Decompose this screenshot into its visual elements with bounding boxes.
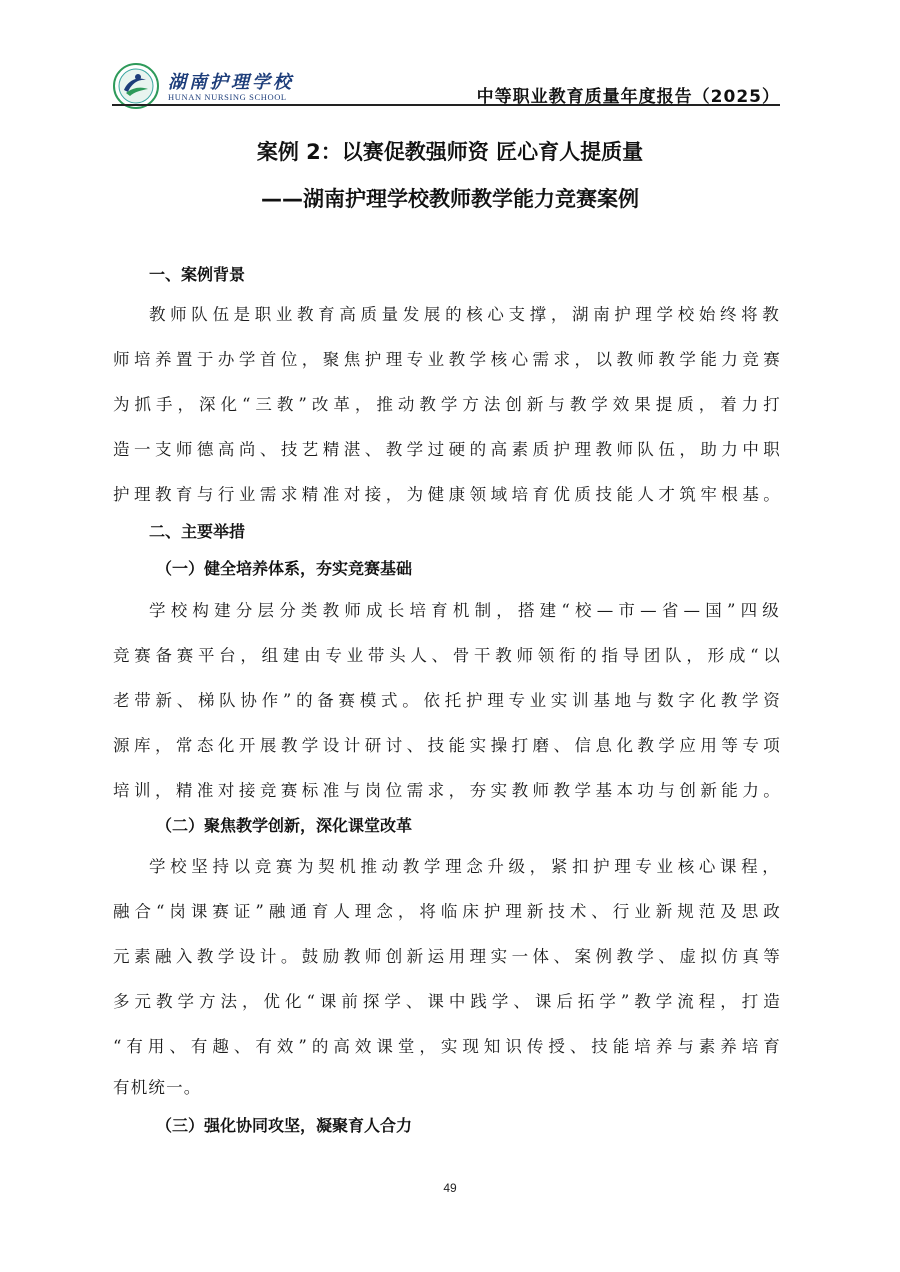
paragraph-line: 源库，常态化开展教学设计研讨、技能实操打磨、信息化教学应用等专项 — [113, 736, 781, 755]
paragraph-line: 学校构建分层分类教师成长培育机制，搭建“校—市—省—国”四级 — [149, 601, 780, 620]
page-header — [112, 58, 780, 106]
header-divider — [112, 104, 780, 106]
section-heading: 二、主要举措 — [149, 522, 246, 541]
paragraph-line: 老带新、梯队协作”的备赛模式。依托护理专业实训基地与数字化教学资 — [113, 691, 781, 710]
paragraph-line: 多元教学方法，优化“课前探学、课中践学、课后拓学”教学流程，打造 — [113, 992, 781, 1011]
case-title: 案例 2：以赛促教强师资 匠心育人提质量 — [256, 140, 644, 164]
school-name-en: HUNAN NURSING SCHOOL — [168, 92, 287, 102]
subsection-heading: （三）强化协同攻坚，凝聚育人合力 — [156, 1116, 413, 1135]
school-emblem-icon — [112, 62, 160, 110]
paragraph-line: 为抓手，深化“三教”改革，推动教学方法创新与教学效果提质，着力打 — [113, 395, 781, 414]
school-name-cn: 湖南护理学校 — [168, 72, 294, 93]
paragraph-line: 元素融入教学设计。鼓励教师创新运用理实一体、案例教学、虚拟仿真等 — [113, 947, 781, 966]
paragraph-line: 融合“岗课赛证”融通育人理念，将临床护理新技术、行业新规范及思政 — [113, 902, 781, 921]
paragraph-line: 护理教育与行业需求精准对接，为健康领域培育优质技能人才筑牢根基。 — [113, 485, 781, 504]
subsection-heading: （一）健全培养体系，夯实竞赛基础 — [156, 559, 413, 578]
paragraph-line: 培训，精准对接竞赛标准与岗位需求，夯实教师教学基本功与创新能力。 — [113, 781, 781, 800]
paragraph-line: 造一支师德高尚、技艺精湛、教学过硬的高素质护理教师队伍，助力中职 — [113, 440, 781, 459]
paragraph-line: 有机统一。 — [113, 1078, 202, 1097]
report-title: 中等职业教育质量年度报告（2025） — [476, 87, 780, 107]
case-subtitle: ——湖南护理学校教师教学能力竞赛案例 — [261, 187, 639, 211]
paragraph-line: 教师队伍是职业教育高质量发展的核心支撑，湖南护理学校始终将教 — [149, 305, 780, 324]
paragraph-line: 竞赛备赛平台，组建由专业带头人、骨干教师领衔的指导团队，形成“以 — [113, 646, 781, 665]
paragraph-line: 学校坚持以竞赛为契机推动教学理念升级，紧扣护理专业核心课程， — [149, 857, 780, 876]
section-heading: 一、案例背景 — [149, 265, 246, 284]
paragraph-line: 师培养置于办学首位，聚焦护理专业教学核心需求，以教师教学能力竞赛 — [113, 350, 781, 369]
paragraph-line: “有用、有趣、有效”的高效课堂，实现知识传授、技能培养与素养培育 — [113, 1037, 781, 1056]
subsection-heading: （二）聚焦教学创新，深化课堂改革 — [156, 816, 413, 835]
page-number: 49 — [443, 1181, 457, 1195]
